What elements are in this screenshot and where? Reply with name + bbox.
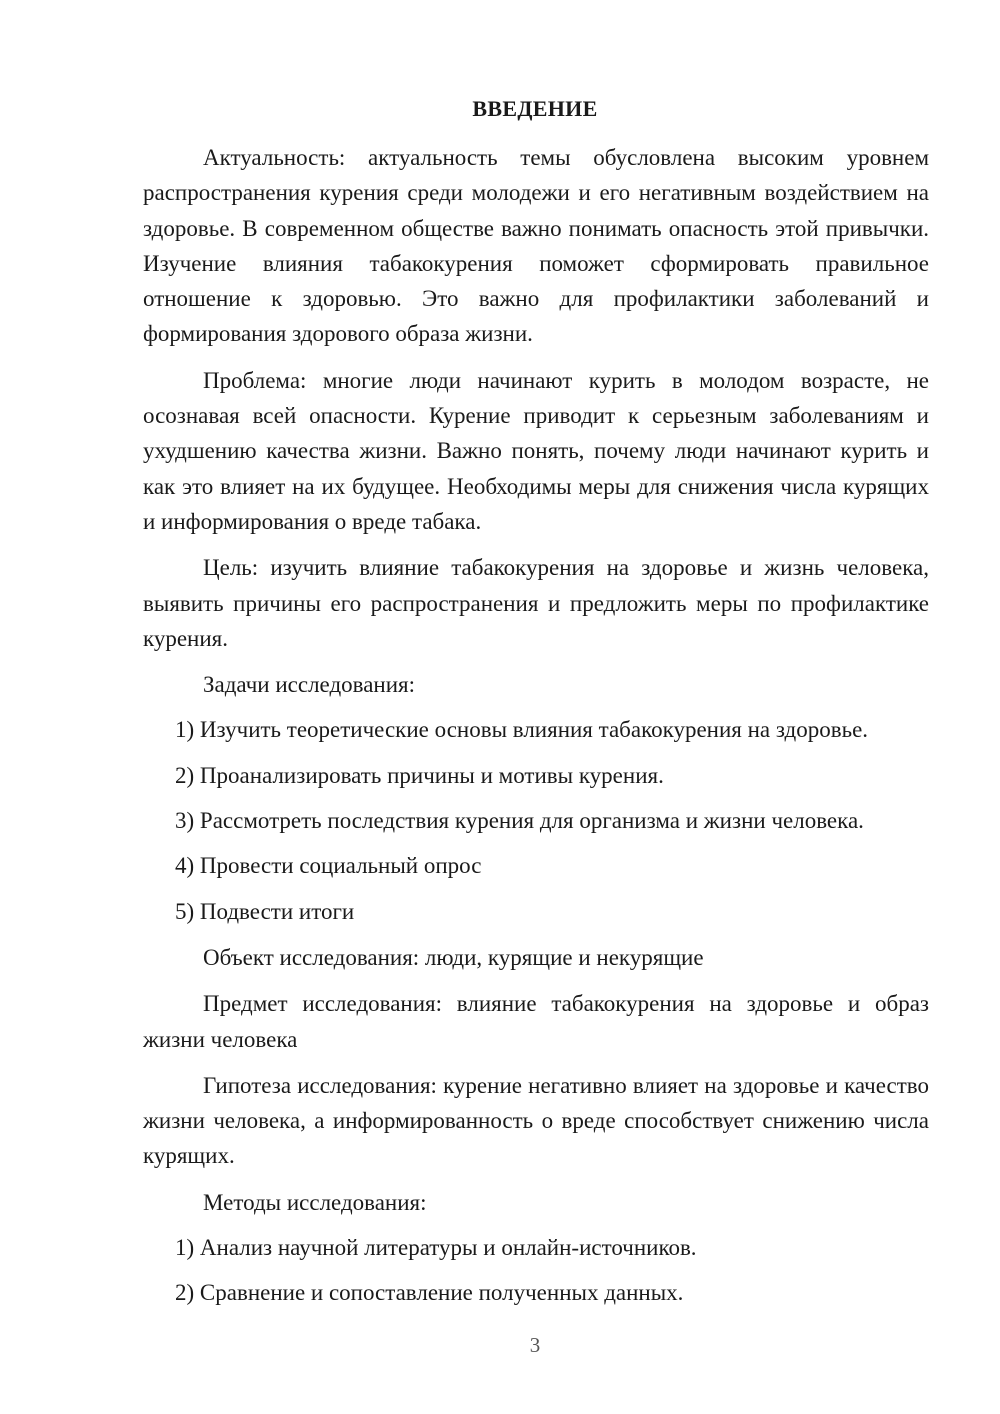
- list-item: 5) Подвести итоги: [175, 898, 355, 924]
- page-title: ВВЕДЕНИЕ: [472, 96, 598, 121]
- list-item: 1) Изучить теоретические основы влияния табакокурения на здоровье.: [175, 717, 869, 743]
- page-number: 3: [529, 1333, 541, 1357]
- list-item: 2) Проанализировать причины и мотивы курения.: [175, 762, 664, 788]
- paragraph-problem: Проблема: многие люди начинают курить в молодом возрасте, не осознавая всей опасности. Курение приводит к серьезным заболеваниям и ухудшению качества жизни. Важно понять, почему люди начинают курить и как это влияет на их будущее. Необходимы меры для снижения числа курящих и информирования о вреде табака.: [143, 367, 929, 534]
- paragraph-hypothesis: Гипотеза исследования: курение негативно влияет на здоровье и качество жизни человека, а информированность о вреде способствует снижению числа курящих.: [143, 1072, 929, 1169]
- document-body: [143, 140, 929, 1311]
- list-item: 3) Рассмотреть последствия курения для организма и жизни человека.: [175, 808, 864, 834]
- tasks-list: [143, 712, 929, 928]
- tasks-heading: Задачи исследования:: [203, 672, 416, 698]
- methods-heading: Методы исследования:: [203, 1189, 427, 1215]
- list-item: 4) Провести социальный опрос: [175, 853, 482, 879]
- paragraph-relevance: Актуальность: актуальность темы обусловлена высоким уровнем распространения курения среди молодежи и его негативным воздействием на здоровье. В современном обществе важно понимать опасность этой привычки. Изучение влияния табакокурения поможет сформировать правильное отношение к здоровью. Это важно для профилактики заболеваний и формирования здорового образа жизни.: [143, 145, 929, 347]
- list-item: 2) Сравнение и сопоставление полученных данных.: [175, 1280, 684, 1306]
- paragraph-subject: Предмет исследования: влияние табакокурения на здоровье и образ жизни человека: [143, 991, 929, 1052]
- list-item: 1) Анализ научной литературы и онлайн-источников.: [175, 1235, 697, 1261]
- paragraph-goal: Цель: изучить влияние табакокурения на здоровье и жизнь человека, выявить причины его распространения и предложить меры по профилактике курения.: [143, 555, 929, 651]
- paragraph-object: Объект исследования: люди, курящие и некурящие: [203, 944, 704, 970]
- methods-list: [143, 1230, 929, 1311]
